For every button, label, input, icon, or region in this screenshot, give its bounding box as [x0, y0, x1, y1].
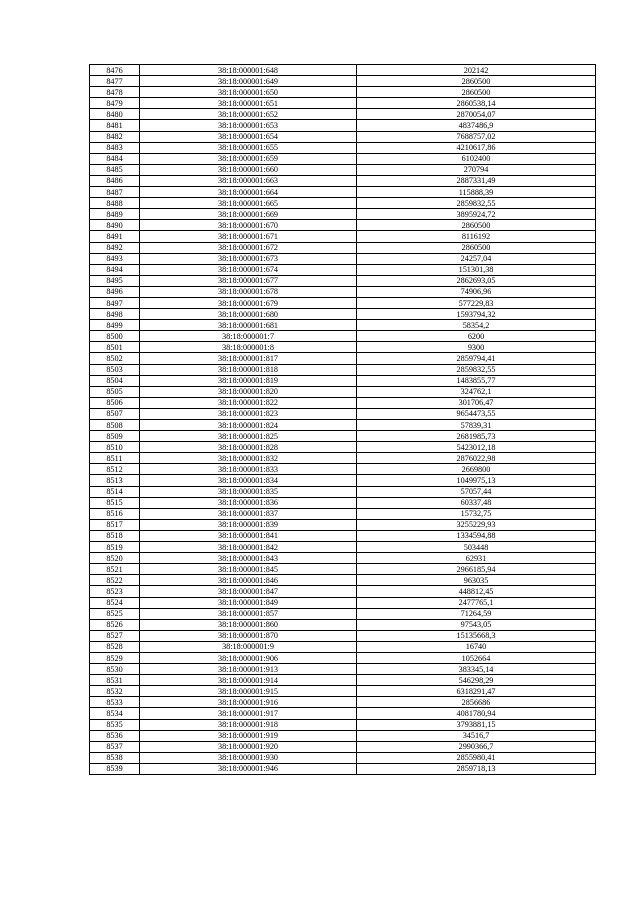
value-cell: 2859832,55 — [357, 364, 596, 375]
value-cell: 7688757,02 — [357, 131, 596, 142]
row-number-cell: 8538 — [90, 752, 140, 763]
row-number-cell: 8509 — [90, 431, 140, 442]
table-row — [90, 320, 596, 331]
table-row — [90, 453, 596, 464]
value-cell: 2477765,1 — [357, 597, 596, 608]
row-number-cell: 8522 — [90, 575, 140, 586]
cadastral-number-cell: 38:18:000001:946 — [140, 763, 357, 774]
table-row — [90, 386, 596, 397]
row-number-cell: 8502 — [90, 353, 140, 364]
row-number-cell: 8536 — [90, 730, 140, 741]
row-number-cell: 8508 — [90, 420, 140, 431]
table-row — [90, 542, 596, 553]
cadastral-number-cell: 38:18:000001:653 — [140, 120, 357, 131]
value-cell: 2870054,07 — [357, 109, 596, 120]
cadastral-number-cell: 38:18:000001:669 — [140, 209, 357, 220]
table-row — [90, 164, 596, 175]
value-cell: 57839,31 — [357, 420, 596, 431]
cadastral-number-cell: 38:18:000001:824 — [140, 420, 357, 431]
table-row — [90, 652, 596, 663]
value-cell: 24257,04 — [357, 253, 596, 264]
value-cell: 9654473,55 — [357, 408, 596, 419]
value-cell: 8116192 — [357, 231, 596, 242]
value-cell: 4837486,9 — [357, 120, 596, 131]
cadastral-number-cell: 38:18:000001:832 — [140, 453, 357, 464]
table-row — [90, 264, 596, 275]
value-cell: 2859794,41 — [357, 353, 596, 364]
row-number-cell: 8525 — [90, 608, 140, 619]
cadastral-number-cell: 38:18:000001:837 — [140, 508, 357, 519]
cadastral-number-cell: 38:18:000001:660 — [140, 164, 357, 175]
row-number-cell: 8497 — [90, 297, 140, 308]
value-cell: 301706,47 — [357, 397, 596, 408]
row-number-cell: 8486 — [90, 175, 140, 186]
table-row — [90, 342, 596, 353]
table-row — [90, 253, 596, 264]
table-row — [90, 553, 596, 564]
cadastral-number-cell: 38:18:000001:649 — [140, 76, 357, 87]
value-cell: 324762,1 — [357, 386, 596, 397]
row-number-cell: 8506 — [90, 397, 140, 408]
value-cell: 3793881,15 — [357, 719, 596, 730]
row-number-cell: 8533 — [90, 697, 140, 708]
row-number-cell: 8528 — [90, 641, 140, 652]
value-cell: 2887331,49 — [357, 175, 596, 186]
row-number-cell: 8500 — [90, 331, 140, 342]
table-row — [90, 508, 596, 519]
cadastral-number-cell: 38:18:000001:846 — [140, 575, 357, 586]
value-cell: 3255229,93 — [357, 519, 596, 530]
cadastral-number-cell: 38:18:000001:674 — [140, 264, 357, 275]
row-number-cell: 8507 — [90, 408, 140, 419]
value-cell: 577229,83 — [357, 297, 596, 308]
cadastral-number-cell: 38:18:000001:665 — [140, 198, 357, 209]
table-row — [90, 697, 596, 708]
cadastral-number-cell: 38:18:000001:7 — [140, 331, 357, 342]
table-row — [90, 375, 596, 386]
cadastral-number-cell: 38:18:000001:819 — [140, 375, 357, 386]
cadastral-number-cell: 38:18:000001:9 — [140, 641, 357, 652]
cadastral-number-cell: 38:18:000001:920 — [140, 741, 357, 752]
cadastral-number-cell: 38:18:000001:919 — [140, 730, 357, 741]
value-cell: 1052664 — [357, 652, 596, 663]
cadastral-number-cell: 38:18:000001:650 — [140, 87, 357, 98]
value-cell: 270794 — [357, 164, 596, 175]
value-cell: 546298,29 — [357, 675, 596, 686]
row-number-cell: 8518 — [90, 530, 140, 541]
value-cell: 60337,48 — [357, 497, 596, 508]
table-row — [90, 564, 596, 575]
value-cell: 2860500 — [357, 242, 596, 253]
table-row — [90, 752, 596, 763]
value-cell: 2860500 — [357, 76, 596, 87]
table-row — [90, 297, 596, 308]
table-row — [90, 364, 596, 375]
row-number-cell: 8515 — [90, 497, 140, 508]
table-row — [90, 120, 596, 131]
table-row — [90, 586, 596, 597]
value-cell: 9300 — [357, 342, 596, 353]
table-row — [90, 153, 596, 164]
value-cell: 1593794,32 — [357, 309, 596, 320]
cadastral-number-cell: 38:18:000001:652 — [140, 109, 357, 120]
value-cell: 115888,39 — [357, 187, 596, 198]
cadastral-number-cell: 38:18:000001:671 — [140, 231, 357, 242]
cadastral-number-cell: 38:18:000001:842 — [140, 542, 357, 553]
row-number-cell: 8493 — [90, 253, 140, 264]
cadastral-number-cell: 38:18:000001:841 — [140, 530, 357, 541]
table-row — [90, 497, 596, 508]
value-cell: 16740 — [357, 641, 596, 652]
row-number-cell: 8492 — [90, 242, 140, 253]
row-number-cell: 8510 — [90, 442, 140, 453]
row-number-cell: 8488 — [90, 198, 140, 209]
value-cell: 503448 — [357, 542, 596, 553]
value-cell: 6102400 — [357, 153, 596, 164]
value-cell: 5423012,18 — [357, 442, 596, 453]
table-row — [90, 475, 596, 486]
table-row — [90, 397, 596, 408]
value-cell: 1483855,77 — [357, 375, 596, 386]
row-number-cell: 8516 — [90, 508, 140, 519]
row-number-cell: 8537 — [90, 741, 140, 752]
table-row — [90, 719, 596, 730]
cadastral-number-cell: 38:18:000001:839 — [140, 519, 357, 530]
value-cell: 2669800 — [357, 464, 596, 475]
cadastral-value-table — [89, 64, 596, 775]
value-cell: 74906,96 — [357, 286, 596, 297]
row-number-cell: 8487 — [90, 187, 140, 198]
value-cell: 15135668,3 — [357, 630, 596, 641]
value-cell: 6318291,47 — [357, 686, 596, 697]
value-cell: 97543,05 — [357, 619, 596, 630]
row-number-cell: 8494 — [90, 264, 140, 275]
cadastral-number-cell: 38:18:000001:648 — [140, 65, 357, 76]
value-cell: 71264,59 — [357, 608, 596, 619]
cadastral-number-cell: 38:18:000001:849 — [140, 597, 357, 608]
cadastral-number-cell: 38:18:000001:8 — [140, 342, 357, 353]
row-number-cell: 8491 — [90, 231, 140, 242]
row-number-cell: 8514 — [90, 486, 140, 497]
value-cell: 2990366,7 — [357, 741, 596, 752]
row-number-cell: 8496 — [90, 286, 140, 297]
row-number-cell: 8481 — [90, 120, 140, 131]
table-row — [90, 464, 596, 475]
row-number-cell: 8513 — [90, 475, 140, 486]
table-row — [90, 231, 596, 242]
table-row — [90, 486, 596, 497]
row-number-cell: 8480 — [90, 109, 140, 120]
value-cell: 2860538,14 — [357, 98, 596, 109]
value-cell: 2876022,98 — [357, 453, 596, 464]
value-cell: 2860500 — [357, 87, 596, 98]
row-number-cell: 8523 — [90, 586, 140, 597]
cadastral-number-cell: 38:18:000001:680 — [140, 309, 357, 320]
table-row — [90, 198, 596, 209]
value-cell: 2860500 — [357, 220, 596, 231]
table-row — [90, 442, 596, 453]
table-row — [90, 597, 596, 608]
row-number-cell: 8532 — [90, 686, 140, 697]
row-number-cell: 8531 — [90, 675, 140, 686]
row-number-cell: 8476 — [90, 65, 140, 76]
table-row — [90, 408, 596, 419]
cadastral-number-cell: 38:18:000001:670 — [140, 220, 357, 231]
value-cell: 2856686 — [357, 697, 596, 708]
value-cell: 4210617,86 — [357, 142, 596, 153]
row-number-cell: 8511 — [90, 453, 140, 464]
cadastral-number-cell: 38:18:000001:843 — [140, 553, 357, 564]
value-cell: 2855980,41 — [357, 752, 596, 763]
value-cell: 1334594,88 — [357, 530, 596, 541]
table-row — [90, 630, 596, 641]
table-row — [90, 76, 596, 87]
row-number-cell: 8477 — [90, 76, 140, 87]
table-row — [90, 431, 596, 442]
row-number-cell: 8483 — [90, 142, 140, 153]
cadastral-number-cell: 38:18:000001:857 — [140, 608, 357, 619]
value-cell: 15732,75 — [357, 508, 596, 519]
table-row — [90, 664, 596, 675]
table-row — [90, 686, 596, 697]
table-row — [90, 131, 596, 142]
value-cell: 151301,38 — [357, 264, 596, 275]
value-cell: 2862693,05 — [357, 275, 596, 286]
row-number-cell: 8512 — [90, 464, 140, 475]
table-row — [90, 275, 596, 286]
row-number-cell: 8529 — [90, 652, 140, 663]
table-row — [90, 608, 596, 619]
table-row — [90, 109, 596, 120]
table-row — [90, 331, 596, 342]
value-cell: 2859832,55 — [357, 198, 596, 209]
value-cell: 963035 — [357, 575, 596, 586]
row-number-cell: 8520 — [90, 553, 140, 564]
table-row — [90, 286, 596, 297]
cadastral-number-cell: 38:18:000001:917 — [140, 708, 357, 719]
row-number-cell: 8539 — [90, 763, 140, 774]
table-row — [90, 98, 596, 109]
row-number-cell: 8521 — [90, 564, 140, 575]
value-cell: 2859718,13 — [357, 763, 596, 774]
table-row — [90, 309, 596, 320]
value-cell: 2966185,94 — [357, 564, 596, 575]
value-cell: 62931 — [357, 553, 596, 564]
value-cell: 34516,7 — [357, 730, 596, 741]
cadastral-number-cell: 38:18:000001:818 — [140, 364, 357, 375]
cadastral-number-cell: 38:18:000001:828 — [140, 442, 357, 453]
cadastral-number-cell: 38:18:000001:835 — [140, 486, 357, 497]
cadastral-number-cell: 38:18:000001:677 — [140, 275, 357, 286]
row-number-cell: 8501 — [90, 342, 140, 353]
row-number-cell: 8534 — [90, 708, 140, 719]
table-row — [90, 730, 596, 741]
cadastral-number-cell: 38:18:000001:817 — [140, 353, 357, 364]
value-cell: 2681985,73 — [357, 431, 596, 442]
cadastral-number-cell: 38:18:000001:825 — [140, 431, 357, 442]
cadastral-number-cell: 38:18:000001:672 — [140, 242, 357, 253]
value-cell: 4081780,94 — [357, 708, 596, 719]
cadastral-number-cell: 38:18:000001:914 — [140, 675, 357, 686]
row-number-cell: 8527 — [90, 630, 140, 641]
cadastral-number-cell: 38:18:000001:913 — [140, 664, 357, 675]
row-number-cell: 8519 — [90, 542, 140, 553]
cadastral-number-cell: 38:18:000001:651 — [140, 98, 357, 109]
row-number-cell: 8479 — [90, 98, 140, 109]
table-row — [90, 575, 596, 586]
value-cell: 1049975,13 — [357, 475, 596, 486]
value-cell: 57057,44 — [357, 486, 596, 497]
row-number-cell: 8482 — [90, 131, 140, 142]
table-body — [90, 65, 596, 775]
cadastral-number-cell: 38:18:000001:654 — [140, 131, 357, 142]
table-row — [90, 675, 596, 686]
row-number-cell: 8524 — [90, 597, 140, 608]
row-number-cell: 8478 — [90, 87, 140, 98]
row-number-cell: 8484 — [90, 153, 140, 164]
cadastral-number-cell: 38:18:000001:870 — [140, 630, 357, 641]
value-cell: 202142 — [357, 65, 596, 76]
row-number-cell: 8505 — [90, 386, 140, 397]
table-row — [90, 530, 596, 541]
table-row — [90, 209, 596, 220]
cadastral-number-cell: 38:18:000001:833 — [140, 464, 357, 475]
table-row — [90, 175, 596, 186]
table-row — [90, 763, 596, 774]
cadastral-number-cell: 38:18:000001:822 — [140, 397, 357, 408]
cadastral-number-cell: 38:18:000001:664 — [140, 187, 357, 198]
row-number-cell: 8530 — [90, 664, 140, 675]
table-row — [90, 641, 596, 652]
value-cell: 3895924,72 — [357, 209, 596, 220]
row-number-cell: 8499 — [90, 320, 140, 331]
table-row — [90, 87, 596, 98]
cadastral-number-cell: 38:18:000001:847 — [140, 586, 357, 597]
table-row — [90, 741, 596, 752]
cadastral-number-cell: 38:18:000001:679 — [140, 297, 357, 308]
row-number-cell: 8490 — [90, 220, 140, 231]
cadastral-number-cell: 38:18:000001:906 — [140, 652, 357, 663]
value-cell: 58354,2 — [357, 320, 596, 331]
table-row — [90, 519, 596, 530]
value-cell: 6200 — [357, 331, 596, 342]
cadastral-number-cell: 38:18:000001:678 — [140, 286, 357, 297]
cadastral-number-cell: 38:18:000001:915 — [140, 686, 357, 697]
cadastral-number-cell: 38:18:000001:930 — [140, 752, 357, 763]
cadastral-number-cell: 38:18:000001:860 — [140, 619, 357, 630]
table-row — [90, 353, 596, 364]
table-row — [90, 619, 596, 630]
row-number-cell: 8485 — [90, 164, 140, 175]
value-cell: 383345,14 — [357, 664, 596, 675]
table-row — [90, 420, 596, 431]
cadastral-number-cell: 38:18:000001:834 — [140, 475, 357, 486]
value-cell: 448812,45 — [357, 586, 596, 597]
row-number-cell: 8495 — [90, 275, 140, 286]
table-row — [90, 65, 596, 76]
cadastral-number-cell: 38:18:000001:655 — [140, 142, 357, 153]
cadastral-number-cell: 38:18:000001:916 — [140, 697, 357, 708]
cadastral-number-cell: 38:18:000001:836 — [140, 497, 357, 508]
cadastral-number-cell: 38:18:000001:918 — [140, 719, 357, 730]
row-number-cell: 8504 — [90, 375, 140, 386]
cadastral-number-cell: 38:18:000001:663 — [140, 175, 357, 186]
table-row — [90, 708, 596, 719]
row-number-cell: 8489 — [90, 209, 140, 220]
table-row — [90, 220, 596, 231]
row-number-cell: 8503 — [90, 364, 140, 375]
cadastral-number-cell: 38:18:000001:681 — [140, 320, 357, 331]
cadastral-number-cell: 38:18:000001:845 — [140, 564, 357, 575]
table-row — [90, 142, 596, 153]
row-number-cell: 8535 — [90, 719, 140, 730]
cadastral-number-cell: 38:18:000001:673 — [140, 253, 357, 264]
row-number-cell: 8517 — [90, 519, 140, 530]
cadastral-number-cell: 38:18:000001:820 — [140, 386, 357, 397]
cadastral-number-cell: 38:18:000001:659 — [140, 153, 357, 164]
row-number-cell: 8526 — [90, 619, 140, 630]
table-row — [90, 187, 596, 198]
cadastral-number-cell: 38:18:000001:823 — [140, 408, 357, 419]
table-row — [90, 242, 596, 253]
row-number-cell: 8498 — [90, 309, 140, 320]
